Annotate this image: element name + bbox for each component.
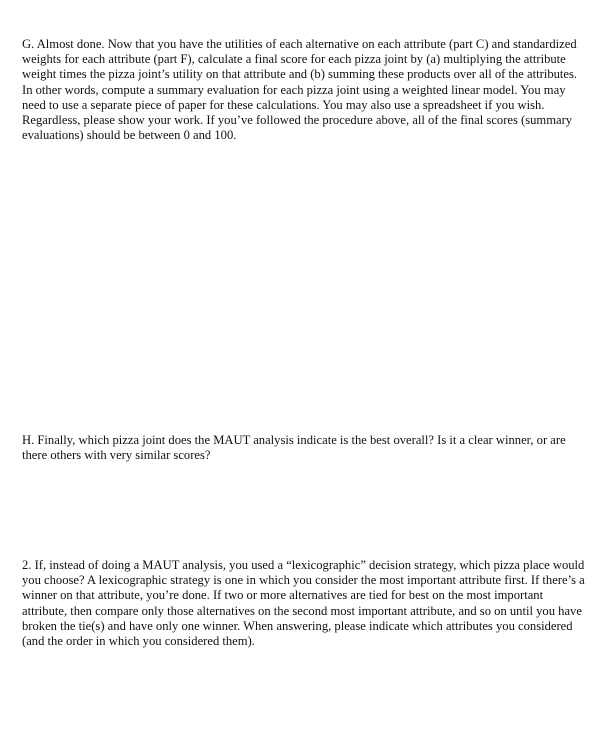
question-2-paragraph: 2. If, instead of doing a MAUT analysis, you used a “lexicographic” decision strategy, which pizza place would you choose? A lexicographic strategy is one in which you consider the most important attribute first. If there’s a winner on that attribute, you’re done. If two or more alternatives are tied for best on the most important attribute, then compare only those alternatives on the second most important attribute, and so on until you have broken the tie(s) and have only one winner. When answering, please indicate which attributes you considered (and the order in which you considered them). <box>22 558 585 649</box>
section-h-paragraph: H. Finally, which pizza joint does the MAUT analysis indicate is the best overall? Is it a clear winner, or are there others with very similar scores? <box>22 433 566 463</box>
section-g-paragraph: G. Almost done. Now that you have the utilities of each alternative on each attribute (part C) and standardized weights for each attribute (part F), calculate a final score for each pizza joint by (a) multiplying the attribute weight times the pizza joint’s utility on that attribute and (b) summing these products over all of the attributes. In other words, compute a summary evaluation for each pizza joint using a weighted linear model. You may need to use a separate piece of paper for these calculations. You may also use a spreadsheet if you wish. Regardless, please show your work. If you’ve followed the procedure above, all of the final scores (summary evaluations) should be between 0 and 100. <box>22 37 578 143</box>
